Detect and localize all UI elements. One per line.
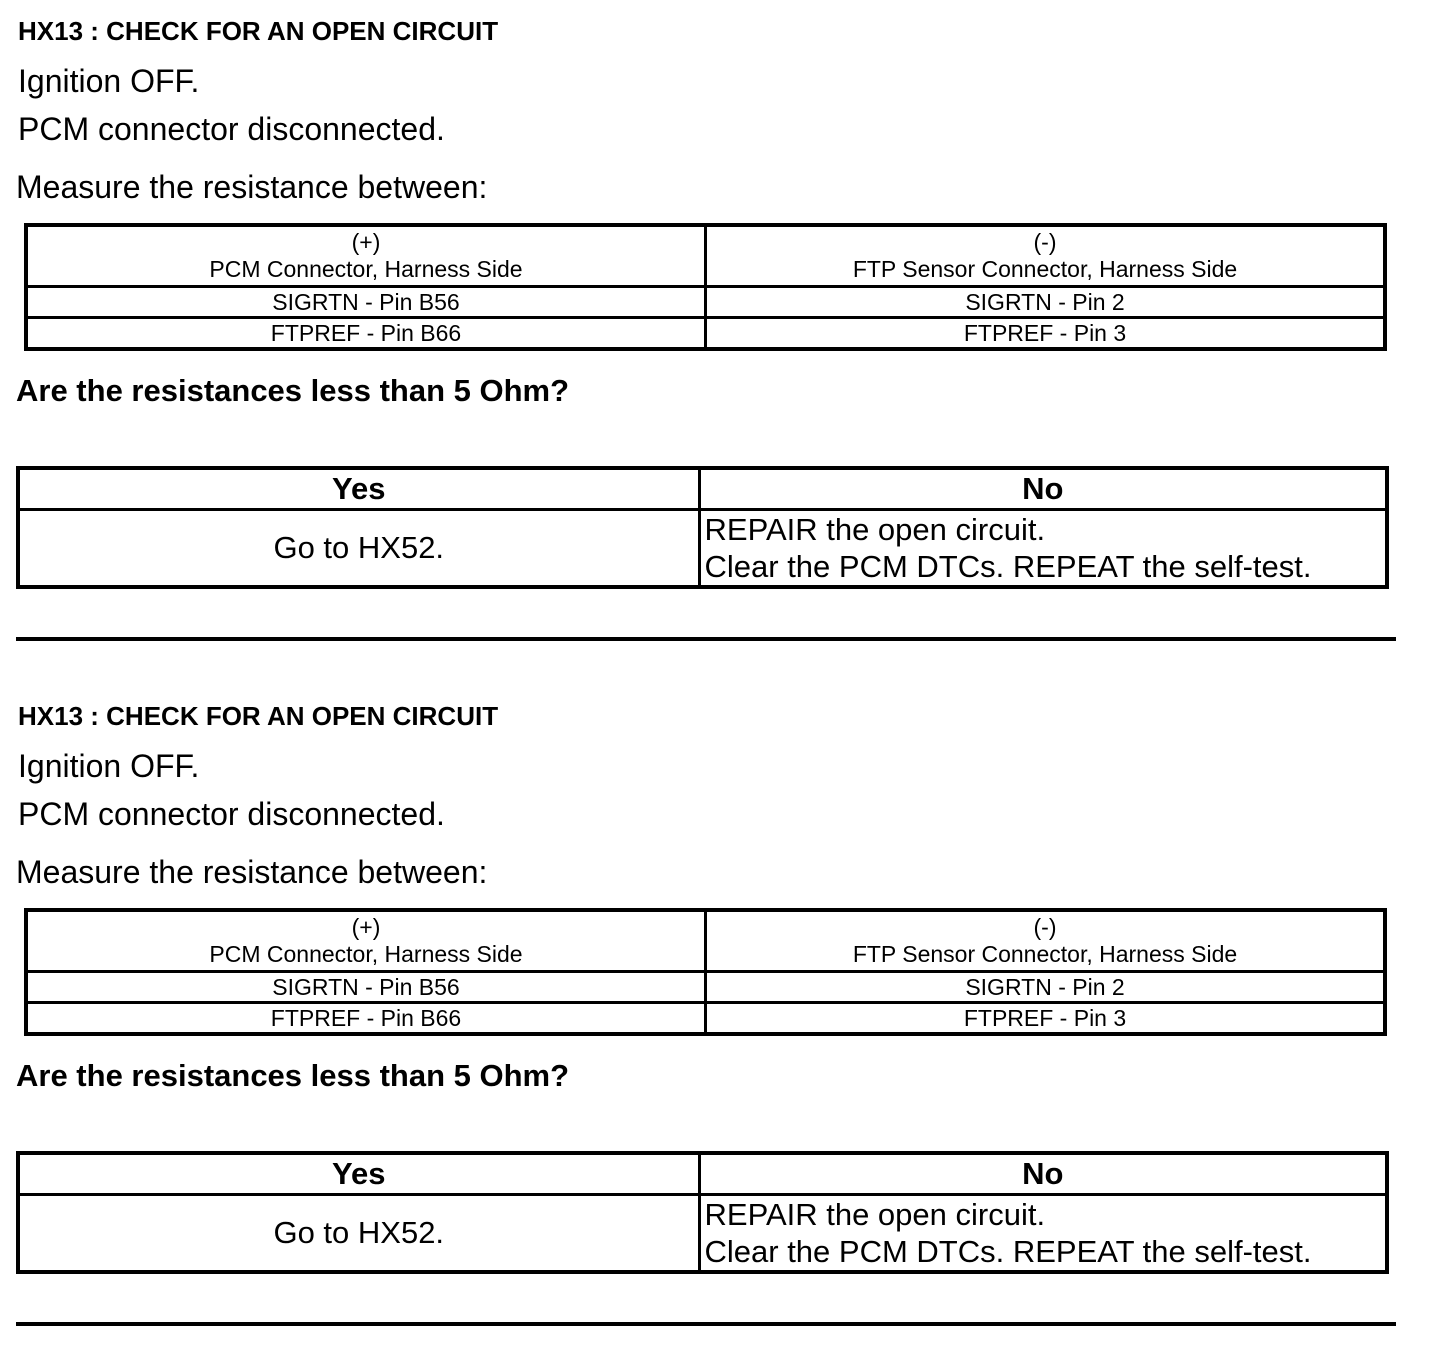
step-condition: Ignition OFF. — [18, 63, 200, 99]
positive-header-cell — [26, 225, 706, 287]
step-title: HX13 : CHECK FOR AN OPEN CIRCUIT — [18, 701, 499, 731]
measure-instruction: Measure the resistance between: — [16, 169, 488, 205]
table-row — [26, 1003, 1385, 1035]
negative-header-cell — [706, 225, 1386, 287]
step-condition: Ignition OFF. — [18, 748, 200, 784]
positive-sign: (+) — [351, 914, 381, 940]
result-table — [16, 466, 1389, 589]
no-action-line: REPAIR the open circuit. — [704, 512, 1046, 547]
positive-label: PCM Connector, Harness Side — [209, 256, 523, 282]
table-cell: FTPREF - Pin 3 — [706, 1003, 1386, 1035]
no-header: No — [699, 1153, 1387, 1195]
no-action — [699, 1195, 1387, 1273]
table-row — [26, 287, 1385, 318]
result-table — [16, 1151, 1389, 1274]
table-cell: FTPREF - Pin B66 — [26, 1003, 706, 1035]
step-condition: PCM connector disconnected. — [18, 796, 445, 832]
table-row — [26, 318, 1385, 350]
measure-instruction: Measure the resistance between: — [16, 854, 488, 890]
table-cell: FTPREF - Pin 3 — [706, 318, 1386, 350]
table-cell: SIGRTN - Pin 2 — [706, 287, 1386, 318]
negative-label: FTP Sensor Connector, Harness Side — [852, 256, 1238, 282]
measurement-table — [24, 223, 1387, 351]
negative-sign: (-) — [1033, 229, 1057, 255]
section-divider — [16, 637, 1396, 641]
yes-action: Go to HX52. — [18, 1195, 699, 1273]
negative-label: FTP Sensor Connector, Harness Side — [852, 941, 1238, 967]
step-question: Are the resistances less than 5 Ohm? — [16, 373, 570, 408]
step-condition: PCM connector disconnected. — [18, 111, 445, 147]
step-question: Are the resistances less than 5 Ohm? — [16, 1058, 570, 1093]
yes-header: Yes — [18, 1153, 699, 1195]
positive-label: PCM Connector, Harness Side — [209, 941, 523, 967]
positive-header-cell — [26, 910, 706, 972]
result-action-row — [18, 1195, 1387, 1273]
table-header-row — [26, 225, 1385, 287]
measurement-table — [24, 908, 1387, 1036]
yes-action: Go to HX52. — [18, 510, 699, 588]
diagnostic-step-section — [0, 685, 1440, 1370]
table-row — [26, 972, 1385, 1003]
no-action — [699, 510, 1387, 588]
table-cell: SIGRTN - Pin 2 — [706, 972, 1386, 1003]
step-title: HX13 : CHECK FOR AN OPEN CIRCUIT — [18, 16, 499, 46]
table-header-row — [26, 910, 1385, 972]
no-action-line: Clear the PCM DTCs. REPEAT the self-test. — [704, 549, 1312, 584]
no-header: No — [699, 468, 1387, 510]
negative-sign: (-) — [1033, 914, 1057, 940]
negative-header-cell — [706, 910, 1386, 972]
table-cell: SIGRTN - Pin B56 — [26, 972, 706, 1003]
table-cell: SIGRTN - Pin B56 — [26, 287, 706, 318]
result-header-row — [18, 468, 1387, 510]
yes-header: Yes — [18, 468, 699, 510]
table-cell: FTPREF - Pin B66 — [26, 318, 706, 350]
result-header-row — [18, 1153, 1387, 1195]
no-action-line: Clear the PCM DTCs. REPEAT the self-test. — [704, 1234, 1312, 1269]
positive-sign: (+) — [351, 229, 381, 255]
result-action-row — [18, 510, 1387, 588]
no-action-line: REPAIR the open circuit. — [704, 1197, 1046, 1232]
section-divider — [16, 1322, 1396, 1326]
